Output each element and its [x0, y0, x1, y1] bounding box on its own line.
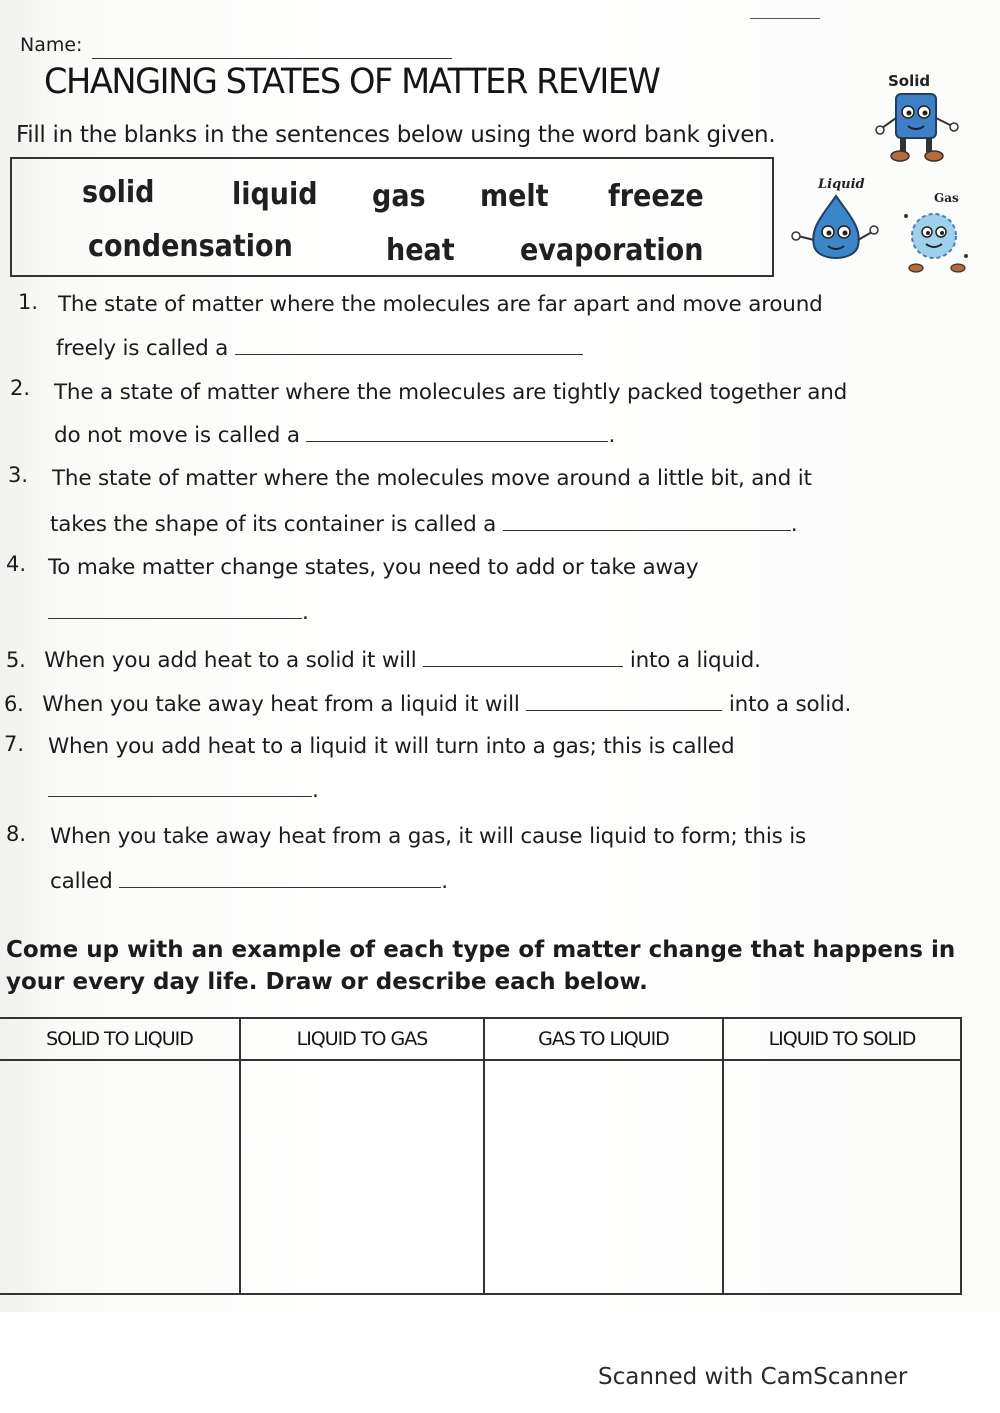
question-text: 5. When you add heat to a solid it will into a liquid.: [6, 648, 761, 673]
question-number: 3.: [8, 463, 29, 487]
question-text: takes the shape of its container is called a .: [50, 512, 798, 537]
question-text: To make matter change states, you need to add or take away: [48, 555, 699, 580]
gas-mascot-label: Gas: [934, 191, 959, 205]
answer-cell-gas-to-liquid[interactable]: [484, 1060, 723, 1294]
question-number: 4.: [6, 552, 27, 576]
question-number: 8.: [6, 822, 27, 846]
name-label: Name:: [20, 34, 83, 56]
word-bank-box: [10, 157, 774, 277]
name-blank-line: [92, 58, 452, 59]
question-text: .: [48, 598, 309, 625]
column-header: SOLID TO LIQUID: [0, 1018, 240, 1060]
question-number: 2.: [10, 376, 31, 400]
question-text: called .: [50, 869, 448, 894]
word-bank-word: freeze: [608, 179, 704, 214]
word-bank-word: solid: [82, 175, 155, 210]
answer-blank[interactable]: [503, 510, 791, 531]
question-text: When you add heat to a liquid it will turn into a gas; this is called: [48, 734, 735, 759]
answer-cell-solid-to-liquid[interactable]: [0, 1060, 240, 1294]
page-title: CHANGING STATES OF MATTER REVIEW: [44, 62, 660, 102]
word-bank-word: heat: [386, 233, 455, 268]
solid-mascot-icon: [870, 66, 970, 166]
section-prompt: Come up with an example of each type of matter change that happens in your every day life. Draw or describe each below.: [6, 937, 956, 995]
word-bank-word: melt: [480, 179, 549, 214]
answer-cell-liquid-to-gas[interactable]: [240, 1060, 484, 1294]
scanner-watermark: Scanned with CamScanner: [598, 1364, 908, 1390]
answer-blank[interactable]: [48, 776, 312, 797]
word-bank-word: liquid: [232, 177, 318, 212]
examples-table: [0, 1017, 962, 1295]
word-bank-word: evaporation: [520, 233, 704, 268]
question-text: The state of matter where the molecules move around a little bit, and it: [52, 466, 812, 491]
table-row: [0, 1060, 961, 1294]
question-text: do not move is called a .: [54, 423, 616, 448]
question-text: freely is called a: [56, 334, 583, 361]
liquid-mascot-label: Liquid: [818, 177, 865, 192]
gas-mascot-icon: [896, 186, 980, 278]
solid-mascot-label: Solid: [888, 72, 931, 90]
answer-cell-liquid-to-solid[interactable]: [723, 1060, 961, 1294]
word-bank-word: gas: [372, 179, 426, 214]
instructions: Fill in the blanks in the sentences below using the word bank given.: [16, 122, 776, 148]
question-number: 7.: [4, 732, 25, 756]
column-header: GAS TO LIQUID: [484, 1018, 723, 1060]
answer-blank[interactable]: [423, 646, 623, 667]
question-text: 6. When you take away heat from a liquid it will into a solid.: [4, 692, 852, 717]
question-number: 5.: [6, 648, 26, 672]
word-bank-word: condensation: [88, 229, 293, 264]
question-text: When you take away heat from a gas, it will cause liquid to form; this is: [50, 824, 807, 849]
answer-blank[interactable]: [119, 867, 441, 888]
liquid-mascot-icon: [786, 170, 886, 274]
question-number: 6.: [4, 692, 24, 716]
column-header: LIQUID TO GAS: [240, 1018, 484, 1060]
answer-blank[interactable]: [48, 598, 302, 619]
answer-blank[interactable]: [235, 334, 583, 355]
question-number: 1.: [18, 290, 39, 314]
question-text: .: [48, 776, 319, 803]
top-pen-mark: [750, 18, 820, 19]
answer-blank[interactable]: [306, 421, 608, 442]
answer-blank[interactable]: [526, 690, 722, 711]
column-header: LIQUID TO SOLID: [723, 1018, 961, 1060]
question-text: The a state of matter where the molecules are tightly packed together and: [54, 380, 848, 405]
question-text: The state of matter where the molecules are far apart and move around: [58, 292, 823, 317]
